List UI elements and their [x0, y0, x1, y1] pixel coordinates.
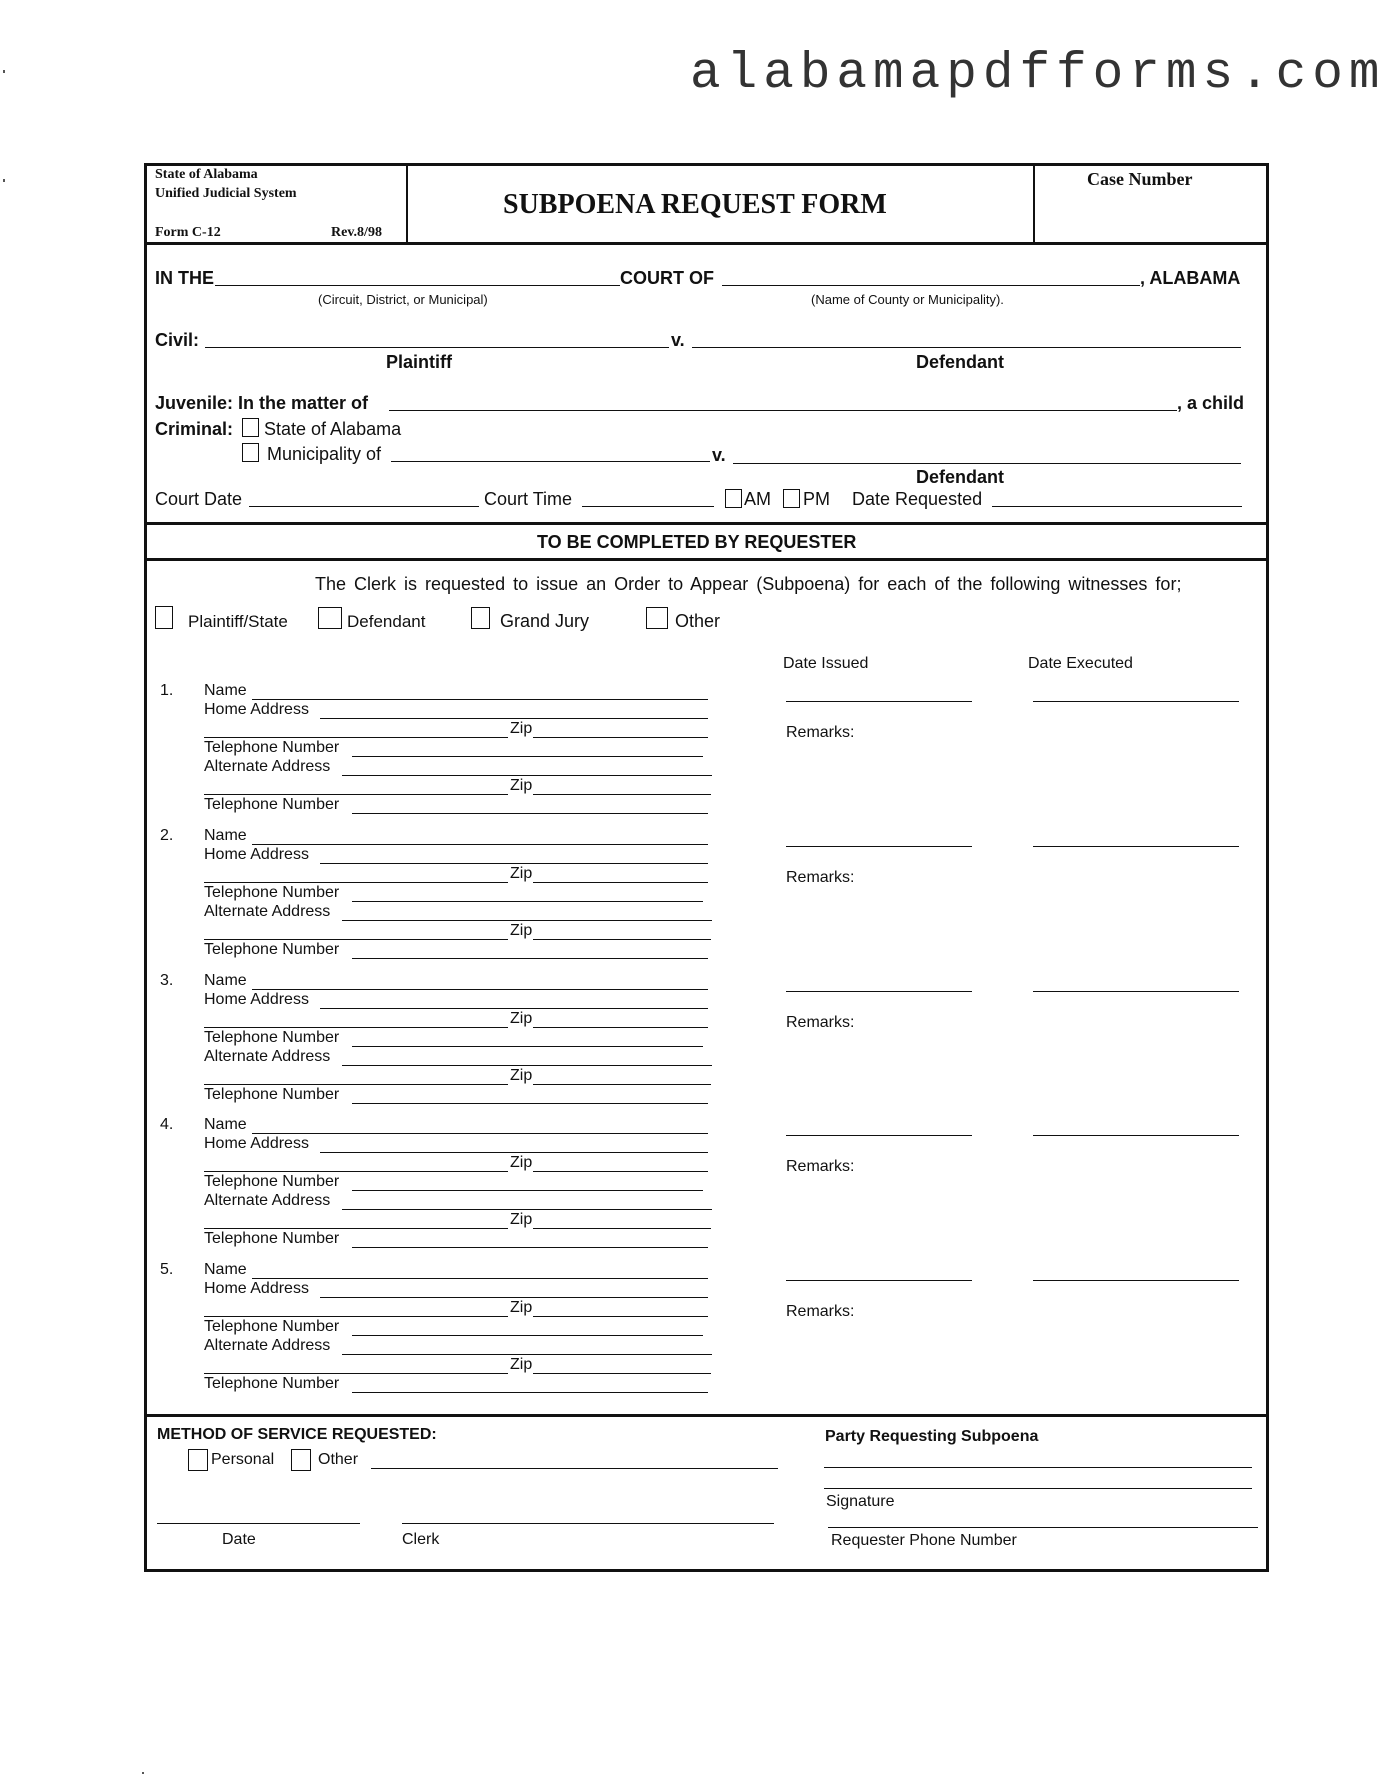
witness-home-address-label: Home Address: [204, 1135, 309, 1152]
grand-jury-checkbox[interactable]: [471, 607, 490, 629]
witness-address-line[interactable]: [204, 1171, 508, 1172]
grand-jury-label: Grand Jury: [500, 611, 590, 631]
witness-telephone-label: Telephone Number: [204, 884, 340, 901]
header-divider: [1033, 163, 1035, 244]
witness-zip-label: Zip: [510, 1154, 533, 1171]
witness-zip-field[interactable]: [533, 794, 711, 795]
margin-speck: [3, 179, 5, 182]
witness-zip-field[interactable]: [533, 1027, 708, 1028]
witness-telephone-field[interactable]: [352, 1103, 708, 1104]
witness-home-address-label: Home Address: [204, 1280, 309, 1297]
witness-home-address-field[interactable]: [320, 718, 708, 719]
witness-telephone-label: Telephone Number: [204, 941, 340, 958]
civil-versus: v.: [671, 330, 685, 350]
witness-telephone-field[interactable]: [352, 1046, 703, 1047]
date-issued-header: Date Issued: [783, 655, 869, 672]
witness-home-address-label: Home Address: [204, 991, 309, 1008]
witness-zip-label: Zip: [510, 922, 533, 939]
court-time-field[interactable]: [582, 506, 714, 507]
witness-name-label: Name: [204, 682, 247, 699]
witness-name-label: Name: [204, 972, 247, 989]
witness-telephone-label: Telephone Number: [204, 1318, 340, 1335]
witness-zip-field[interactable]: [533, 1084, 711, 1085]
form-title: SUBPOENA REQUEST FORM: [503, 189, 887, 220]
witness-telephone-label: Telephone Number: [204, 1086, 340, 1103]
form-frame: [144, 163, 1269, 1572]
witness-address-line[interactable]: [204, 794, 508, 795]
witness-zip-label: Zip: [510, 1356, 533, 1373]
header-bottom-rule: [144, 242, 1269, 245]
witness-zip-field[interactable]: [533, 882, 708, 883]
witness-telephone-label: Telephone Number: [204, 1173, 340, 1190]
defendant-caption: Defendant: [916, 352, 1005, 372]
witness-zip-label: Zip: [510, 1211, 533, 1228]
juvenile-suffix: , a child: [1177, 393, 1245, 413]
margin-speck: [3, 70, 5, 73]
witness-telephone-field[interactable]: [352, 1392, 708, 1393]
witness-home-address-field[interactable]: [320, 1297, 708, 1298]
witness-date-issued-field[interactable]: [786, 846, 972, 847]
witness-remarks-label: Remarks:: [786, 1303, 855, 1320]
witness-telephone-label: Telephone Number: [204, 1230, 340, 1247]
witness-zip-field[interactable]: [533, 737, 708, 738]
court-of-label: COURT OF: [620, 268, 714, 288]
alabama-label: , ALABAMA: [1140, 268, 1241, 288]
section-rule-top: [144, 522, 1269, 525]
witness-name-field[interactable]: [252, 989, 708, 990]
witness-date-issued-field[interactable]: [786, 1280, 972, 1281]
witness-telephone-label: Telephone Number: [204, 739, 340, 756]
witness-alternate-address-label: Alternate Address: [204, 1337, 331, 1354]
pm-label: PM: [803, 489, 830, 509]
service-date-field[interactable]: [157, 1523, 360, 1524]
witness-number: 1.: [160, 682, 174, 699]
witness-home-address-field[interactable]: [320, 1008, 708, 1009]
date-executed-header: Date Executed: [1028, 655, 1133, 672]
witness-telephone-field[interactable]: [352, 756, 703, 757]
site-watermark: alabamapdfforms.com: [690, 46, 1386, 103]
defendant-option-checkbox[interactable]: [318, 607, 342, 629]
witness-remarks-label: Remarks:: [786, 1158, 855, 1175]
court-date-label: Court Date: [155, 489, 243, 509]
witness-date-executed-field[interactable]: [1033, 701, 1239, 702]
plaintiff-field[interactable]: [205, 347, 669, 348]
requester-heading: TO BE COMPLETED BY REQUESTER: [537, 532, 857, 552]
witness-alternate-address-field[interactable]: [342, 1354, 712, 1355]
witness-zip-field[interactable]: [533, 1316, 708, 1317]
juvenile-child-field[interactable]: [389, 410, 1177, 411]
juvenile-label: Juvenile: In the matter of: [155, 393, 369, 413]
witness-home-address-field[interactable]: [320, 863, 708, 864]
witness-address-line[interactable]: [204, 1373, 508, 1374]
party-requesting-label: Party Requesting Subpoena: [825, 1428, 1039, 1445]
party-requesting-field[interactable]: [824, 1467, 1252, 1468]
witness-address-line[interactable]: [204, 939, 508, 940]
service-heading: METHOD OF SERVICE REQUESTED:: [157, 1426, 437, 1443]
plaintiff-caption: Plaintiff: [386, 352, 452, 372]
defendant-option-label: Defendant: [347, 612, 426, 631]
witness-telephone-field[interactable]: [352, 1335, 703, 1336]
court-type-hint: (Circuit, District, or Municipal): [318, 292, 488, 307]
witness-zip-label: Zip: [510, 865, 533, 882]
header-divider: [406, 163, 408, 244]
state-of-alabama-label: State of Alabama: [264, 419, 402, 439]
witness-alternate-address-label: Alternate Address: [204, 1192, 331, 1209]
witness-zip-label: Zip: [510, 720, 533, 737]
witness-telephone-label: Telephone Number: [204, 796, 340, 813]
court-time-label: Court Time: [484, 489, 573, 509]
witness-alternate-address-field[interactable]: [342, 1065, 712, 1066]
witness-alternate-address-label: Alternate Address: [204, 758, 331, 775]
service-date-label: Date: [222, 1531, 256, 1548]
witness-alternate-address-field[interactable]: [342, 1209, 712, 1210]
witness-date-executed-field[interactable]: [1033, 1280, 1239, 1281]
witness-zip-field[interactable]: [533, 1373, 711, 1374]
signature-field[interactable]: [824, 1488, 1252, 1489]
civil-label: Civil:: [155, 330, 200, 350]
witness-name-label: Name: [204, 1116, 247, 1133]
state-of-alabama-checkbox[interactable]: [242, 418, 259, 437]
witness-telephone-field[interactable]: [352, 1190, 703, 1191]
witness-address-line[interactable]: [204, 1228, 508, 1229]
municipality-checkbox[interactable]: [242, 443, 259, 462]
clerk-field[interactable]: [402, 1523, 774, 1524]
witness-date-executed-field[interactable]: [1033, 991, 1239, 992]
witness-telephone-label: Telephone Number: [204, 1375, 340, 1392]
municipality-label: Municipality of: [267, 444, 382, 464]
personal-checkbox[interactable]: [188, 1449, 208, 1471]
system-label: Unified Judicial System: [155, 186, 297, 201]
criminal-label: Criminal:: [155, 419, 234, 439]
witness-telephone-field[interactable]: [352, 901, 703, 902]
margin-speck: [142, 1772, 144, 1774]
witness-date-executed-field[interactable]: [1033, 1135, 1239, 1136]
criminal-versus: v.: [712, 445, 726, 465]
witness-address-line[interactable]: [204, 1084, 508, 1085]
other-service-field[interactable]: [371, 1468, 778, 1469]
witness-remarks-label: Remarks:: [786, 724, 855, 741]
witness-telephone-field[interactable]: [352, 958, 708, 959]
witness-number: 3.: [160, 972, 174, 989]
witness-address-line[interactable]: [204, 1027, 508, 1028]
witness-number: 2.: [160, 827, 174, 844]
witness-number: 5.: [160, 1261, 174, 1278]
signature-label: Signature: [826, 1493, 895, 1510]
witness-date-issued-field[interactable]: [786, 1135, 972, 1136]
municipality-field[interactable]: [391, 461, 710, 462]
other-service-label: Other: [318, 1451, 359, 1468]
witness-zip-field[interactable]: [533, 1228, 711, 1229]
witness-zip-field[interactable]: [533, 1171, 708, 1172]
personal-label: Personal: [211, 1451, 275, 1468]
criminal-defendant-field[interactable]: [733, 463, 1241, 464]
other-option-label: Other: [675, 611, 721, 631]
witness-telephone-field[interactable]: [352, 1247, 708, 1248]
court-type-field[interactable]: [215, 285, 620, 286]
witness-date-issued-field[interactable]: [786, 991, 972, 992]
county-field[interactable]: [722, 285, 1140, 286]
case-number-label: Case Number: [1087, 169, 1193, 189]
witness-date-issued-field[interactable]: [786, 701, 972, 702]
am-label: AM: [744, 489, 771, 509]
date-requested-label: Date Requested: [852, 489, 983, 509]
witness-name-label: Name: [204, 827, 247, 844]
witness-address-line[interactable]: [204, 1316, 508, 1317]
witness-zip-label: Zip: [510, 777, 533, 794]
state-label: State of Alabama: [155, 167, 258, 182]
witness-telephone-label: Telephone Number: [204, 1029, 340, 1046]
instruction-text: The Clerk is requested to issue an Order to Appear (Subpoena) for each of the following witnesses for;: [315, 574, 1182, 594]
witness-alternate-address-field[interactable]: [342, 920, 712, 921]
witness-remarks-label: Remarks:: [786, 1014, 855, 1031]
defendant-field[interactable]: [692, 347, 1241, 348]
requester-phone-field[interactable]: [828, 1527, 1258, 1528]
witness-home-address-label: Home Address: [204, 846, 309, 863]
witness-name-field[interactable]: [252, 844, 708, 845]
witness-number: 4.: [160, 1116, 174, 1133]
form-revision: Rev.8/98: [331, 225, 382, 240]
witness-zip-label: Zip: [510, 1299, 533, 1316]
witness-alternate-address-label: Alternate Address: [204, 903, 331, 920]
pm-checkbox[interactable]: [783, 489, 800, 508]
service-rule: [144, 1414, 1269, 1417]
witness-home-address-field[interactable]: [320, 1152, 708, 1153]
witness-alternate-address-field[interactable]: [342, 775, 712, 776]
witness-remarks-label: Remarks:: [786, 869, 855, 886]
witness-date-executed-field[interactable]: [1033, 846, 1239, 847]
witness-name-label: Name: [204, 1261, 247, 1278]
witness-name-field[interactable]: [252, 1278, 708, 1279]
witness-zip-field[interactable]: [533, 939, 711, 940]
criminal-defendant-caption: Defendant: [916, 467, 1005, 487]
court-date-field[interactable]: [249, 506, 479, 507]
date-requested-field[interactable]: [992, 506, 1242, 507]
other-service-checkbox[interactable]: [291, 1449, 311, 1471]
witness-zip-label: Zip: [510, 1010, 533, 1027]
witness-zip-label: Zip: [510, 1067, 533, 1084]
plaintiff-state-checkbox[interactable]: [155, 606, 173, 629]
other-option-checkbox[interactable]: [646, 607, 668, 629]
witness-alternate-address-label: Alternate Address: [204, 1048, 331, 1065]
form-number: Form C-12: [155, 225, 221, 240]
witness-address-line[interactable]: [204, 882, 508, 883]
county-hint: (Name of County or Municipality).: [811, 292, 1004, 307]
plaintiff-state-label: Plaintiff/State: [188, 612, 288, 631]
clerk-label: Clerk: [402, 1531, 440, 1548]
requester-phone-label: Requester Phone Number: [831, 1532, 1017, 1549]
in-the-label: IN THE: [155, 268, 215, 288]
witness-name-field[interactable]: [252, 1133, 708, 1134]
witness-home-address-label: Home Address: [204, 701, 309, 718]
witness-telephone-field[interactable]: [352, 813, 708, 814]
section-rule-bottom: [144, 558, 1269, 561]
witness-name-field[interactable]: [252, 699, 708, 700]
am-checkbox[interactable]: [725, 489, 742, 508]
witness-address-line[interactable]: [204, 737, 508, 738]
